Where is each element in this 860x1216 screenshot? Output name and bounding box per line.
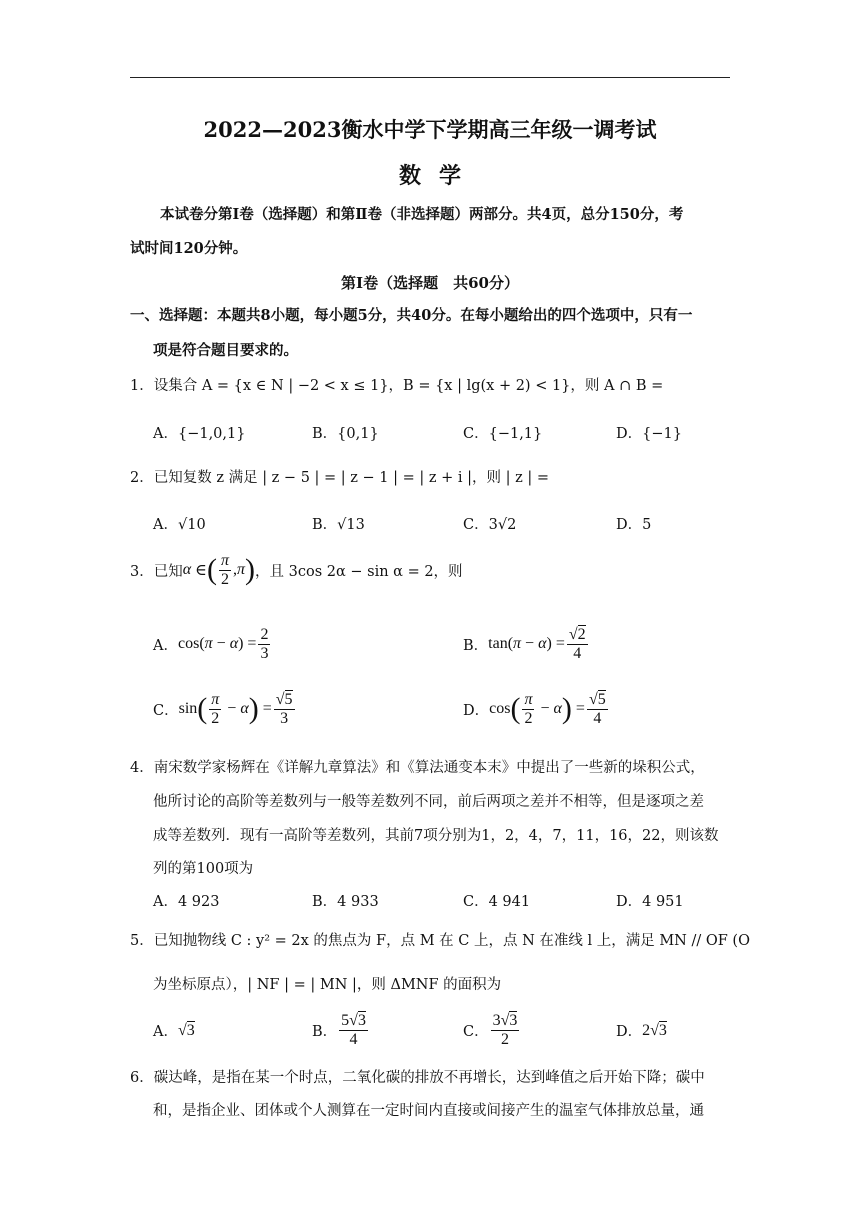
q3-option-a: A． cos( π − α ) = $\frac{2}{3}$ [153,626,269,662]
q2-option-b-value: √13 [337,517,365,533]
question-4-line-4: 列的第100项为 [153,861,254,877]
q1-option-b: B．{0,1} [312,426,379,442]
q5-option-a: A． √3 [153,1021,195,1040]
question-6-line-2: 和，是指企业、团体或个人测算在一定时间内直接或间接产生的温室气体排放总量，通 [153,1103,704,1119]
instruction-line-2: 项是符合题目要求的。 [153,342,298,359]
q5-option-b: B． $\frac{5√3}{4}$ [312,1012,366,1048]
instruction-line-1: 一、选择题：本题共8小题，每小题5分，共40分。在每小题给出的四个选项中，只有一 [130,307,693,324]
exam-title: 2022—2023衡水中学下学期高三年级一调考试 [203,117,657,142]
q5-option-c: C． $\frac{3√3}{2}$ [463,1012,518,1048]
q3-option-d: D． cos ( $\frac{\pi}{2}$ − α ) = $\frac{√5}{4}$ [463,691,606,727]
q2-option-c-value: 3√2 [488,517,517,533]
q2-option-a: A．√10 [153,517,206,533]
question-5-line-1: 5．已知抛物线 C : y² = 2x 的焦点为 F，点 M 在 C 上，点 N 在准线 l 上，满足 MN // OF (O [130,933,750,949]
q3-option-c: C． sin ( $\frac{\pi}{2}$ − α ) = $\frac{√5}{3}$ [153,691,293,727]
q1-option-a: A．{−1,0,1} [153,426,246,442]
q5-option-d: D． 2√3 [616,1021,667,1040]
section-title: 第Ⅰ卷（选择题 共60分） [341,274,519,292]
q2-option-c: C．3√2 [463,517,517,533]
question-5-line-2: 为坐标原点），| NF | = | MN |，则 ΔMNF 的面积为 [153,977,502,993]
q2-option-a-value: √10 [177,517,206,533]
question-3-stem: 3．已知 α ∈ ( $\frac{\pi}{2}$ , π ) ，且 3cos 2α − sin α = 2，则 [130,552,463,588]
q4-option-a: A．4 923 [153,894,220,910]
subject-title: 数学 [398,163,479,189]
intro-line-2: 试时间120分钟。 [130,240,248,257]
q4-option-b: B．4 933 [312,894,379,910]
question-6-line-1: 6．碳达峰，是指在某一个时点，二氧化碳的排放不再增长，达到峰值之后开始下降；碳中 [130,1070,705,1086]
intro-line-1: 本试卷分第Ⅰ卷（选择题）和第Ⅱ卷（非选择题）两部分。共4页，总分150分，考 [160,206,684,223]
question-4-line-1: 4．南宋数学家杨辉在《详解九章算法》和《算法通变本末》中提出了一些新的垛积公式， [130,760,705,776]
question-4-line-3: 成等差数列．现有一高阶等差数列，其前7项分别为1，2，4，7，11，16，22，则该数 [153,828,719,844]
question-4-line-2: 他所讨论的高阶等差数列与一般等差数列不同，前后两项之差并不相等，但是逐项之差 [153,794,704,810]
q3-option-b: B． tan( π − α ) = $\frac{√2}{4}$ [463,626,586,662]
q4-option-c: C．4 941 [463,894,531,910]
question-2-stem: 2．已知复数 z 满足 | z − 5 | = | z − 1 | = | z + i |，则 | z | = [130,470,549,486]
q4-option-d: D．4 951 [616,894,684,910]
q2-option-b: B．√13 [312,517,365,533]
q1-option-c: C．{−1,1} [463,426,543,442]
question-1-stem: 1．设集合 A = {x ∈ N | −2 < x ≤ 1}，B = {x | lg(x + 2) < 1}，则 A ∩ B = [130,378,664,394]
q2-option-d: D．5 [616,517,652,533]
top-rule [130,77,730,78]
q1-option-d: D．{−1} [616,426,682,442]
